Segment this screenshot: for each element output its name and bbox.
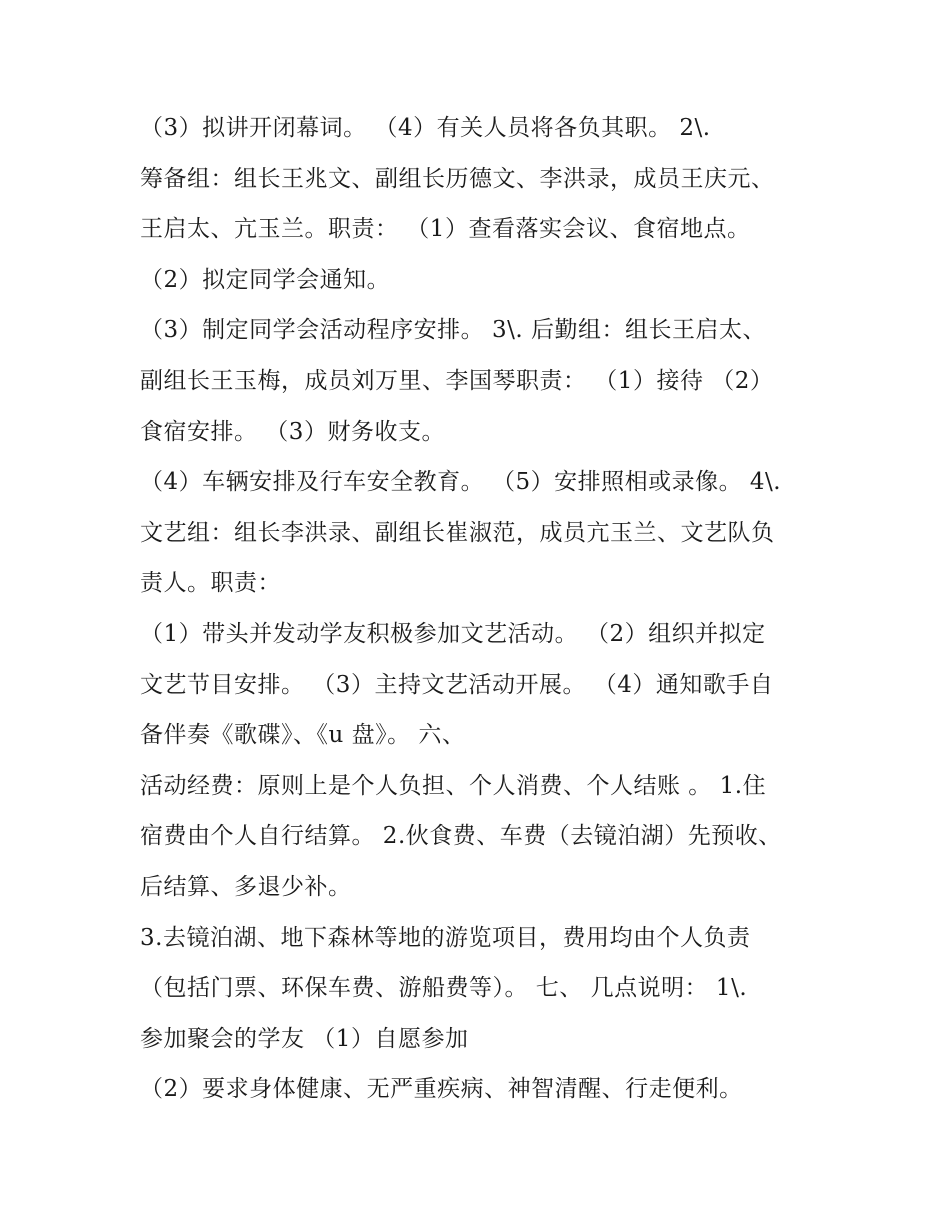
text-line-14: 活动经费：原则上是个人负担、个人消费、个人结账 。 1.住: [140, 772, 767, 799]
text-line-12: 文艺节目安排。 （3）主持文艺活动开展。 （4）通知歌手自: [140, 671, 774, 698]
text-line-4: （2）拟定同学会通知。: [140, 266, 391, 293]
text-line-10: 责人。职责：: [140, 570, 281, 597]
text-line-2: 筹备组：组长王兆文、副组长历德文、李洪录，成员王庆元、: [140, 165, 775, 192]
text-line-1: （3）拟讲开闭幕词。 （4）有关人员将各负其职。 2\.: [140, 115, 711, 141]
text-line-6: 副组长王玉梅，成员刘万里、李国琴职责： （1）接待 （2）: [140, 367, 774, 394]
text-line-9: 文艺组：组长李洪录、副组长崔淑范，成员亢玉兰、文艺队负: [140, 519, 775, 546]
text-line-11: （1）带头并发动学友积极参加文艺活动。 （2）组织并拟定: [140, 620, 766, 647]
text-line-15: 宿费由个人自行结算。 2.伙食费、车费（去镜泊湖）先预收、: [140, 823, 782, 850]
document-body: [140, 103, 840, 1115]
text-line-18: （包括门票、环保车费、游船费等）。 七、 几点说明： 1\.: [140, 975, 748, 1002]
text-line-19: 参加聚会的学友 （1）自愿参加: [140, 1025, 469, 1052]
text-line-20: （2）要求身体健康、无严重疾病、神智清醒、行走便利。: [140, 1076, 743, 1103]
text-line-8: （4）车辆安排及行车安全教育。 （5）安排照相或录像。 4\.: [140, 469, 782, 496]
text-line-3: 王启太、亢玉兰。职责： （1）查看落实会议、食宿地点。: [140, 216, 751, 243]
text-line-13: 备伴奏《歌碟》、《u 盘》。 六、: [140, 722, 466, 749]
text-line-16: 后结算、多退少补。: [140, 873, 352, 900]
text-line-7: 食宿安排。 （3）财务收支。: [140, 418, 445, 445]
text-line-5: （3）制定同学会活动程序安排。 3\. 后勤组：组长王启太、: [140, 317, 766, 344]
text-line-17: 3.去镜泊湖、地下森林等地的游览项目，费用均由个人负责: [140, 924, 751, 951]
